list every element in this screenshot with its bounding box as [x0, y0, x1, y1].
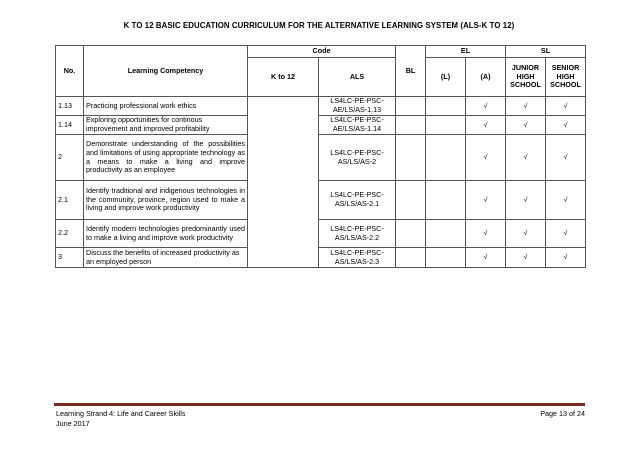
row-als-code: LS4LC-PE-PSC-AS/LS/AS-2 [319, 135, 396, 181]
k12-code-cell [248, 97, 319, 268]
curriculum-table [55, 45, 586, 268]
row-senior-check [546, 97, 586, 116]
row-el-a-check [466, 220, 506, 248]
footer-page-number: Page 13 of 24 [540, 409, 585, 418]
footer-date: June 2017 [56, 418, 90, 428]
table-row [56, 181, 586, 220]
check-icon: √ [523, 119, 528, 129]
check-icon: √ [523, 228, 528, 238]
check-icon: √ [483, 119, 488, 129]
header-code: Code [248, 46, 396, 58]
table-row [56, 220, 586, 248]
row-als-code: LS4LC-PE-PSC-AE/LS/AS-1.13 [319, 97, 396, 116]
row-el-l-cell [426, 181, 466, 220]
row-junior-check [506, 220, 546, 248]
table-row [56, 97, 586, 116]
row-junior-check [506, 181, 546, 220]
header-als: ALS [319, 58, 396, 97]
header-senior-high: SENIOR HIGH SCHOOL [546, 58, 586, 97]
header-bl: BL [396, 46, 426, 97]
row-senior-check [546, 248, 586, 268]
check-icon: √ [563, 152, 568, 162]
table-row [56, 135, 586, 181]
header-sl: SL [506, 46, 586, 58]
row-number: 1.13 [56, 97, 84, 116]
row-el-a-check [466, 135, 506, 181]
row-competency: Exploring opportunities for continous improvement and improved profitability [84, 116, 248, 135]
row-number: 2 [56, 135, 84, 181]
row-junior-check [506, 116, 546, 135]
check-icon: √ [563, 194, 568, 204]
table-row [56, 248, 586, 268]
row-bl-cell [396, 248, 426, 268]
row-senior-check [546, 220, 586, 248]
check-icon: √ [563, 100, 568, 110]
row-junior-check [506, 248, 546, 268]
row-competency: Identify modern technologies predominantly used to make a living and improve work productivity [84, 220, 248, 248]
check-icon: √ [523, 252, 528, 262]
row-el-a-check [466, 181, 506, 220]
header-k12: K to 12 [248, 58, 319, 97]
header-junior-high: JUNIOR HIGH SCHOOL [506, 58, 546, 97]
row-number: 2.2 [56, 220, 84, 248]
footer-learning-strand: Learning Strand 4: Life and Career Skills [56, 409, 186, 418]
row-number: 2.1 [56, 181, 84, 220]
row-el-l-cell [426, 97, 466, 116]
row-competency: Discuss the benefits of increased productivity as an employed person [84, 248, 248, 268]
header-el-a: (A) [466, 58, 506, 97]
row-als-code: LS4LC-PE-PSC-AS/LS/AS-2.1 [319, 181, 396, 220]
check-icon: √ [563, 119, 568, 129]
check-icon: √ [483, 228, 488, 238]
row-competency: Demonstrate understanding of the possibilities and limitations of using appropriate technology as a means to make a living and improve productivity as an employee [84, 135, 248, 181]
row-competency: Identify traditional and indigenous technologies in the community, province, region used to make a living and improve work productivity [84, 181, 248, 220]
page-title: K TO 12 BASIC EDUCATION CURRICULUM FOR THE ALTERNATIVE LEARNING SYSTEM (ALS-K TO 12) [123, 21, 515, 30]
header-el: EL [426, 46, 506, 58]
row-senior-check [546, 116, 586, 135]
check-icon: √ [483, 152, 488, 162]
row-el-l-cell [426, 116, 466, 135]
check-icon: √ [523, 100, 528, 110]
header-el-l: (L) [426, 58, 466, 97]
row-competency: Practicing professional work ethics [84, 97, 248, 116]
row-bl-cell [396, 116, 426, 135]
row-senior-check [546, 135, 586, 181]
row-el-a-check [466, 116, 506, 135]
row-el-a-check [466, 97, 506, 116]
footer-divider [54, 403, 585, 406]
row-senior-check [546, 181, 586, 220]
row-als-code: LS4LC-PE-PSC-AE/LS/AS-1.14 [319, 116, 396, 135]
row-el-l-cell [426, 248, 466, 268]
row-junior-check [506, 135, 546, 181]
row-bl-cell [396, 181, 426, 220]
check-icon: √ [523, 152, 528, 162]
header-learning-competency: Learning Competency [84, 46, 248, 97]
footer-left [56, 409, 185, 428]
row-als-code: LS4LC-PE-PSC-AS/LS/AS-2.3 [319, 248, 396, 268]
row-als-code: LS4LC-PE-PSC-AS/LS/AS-2.2 [319, 220, 396, 248]
row-bl-cell [396, 97, 426, 116]
row-junior-check [506, 97, 546, 116]
check-icon: √ [483, 252, 488, 262]
row-number: 3 [56, 248, 84, 268]
check-icon: √ [563, 228, 568, 238]
row-el-l-cell [426, 220, 466, 248]
row-el-a-check [466, 248, 506, 268]
row-bl-cell [396, 220, 426, 248]
table-row [56, 116, 586, 135]
header-no: No. [56, 46, 84, 97]
row-el-l-cell [426, 135, 466, 181]
check-icon: √ [563, 252, 568, 262]
row-number: 1.14 [56, 116, 84, 135]
check-icon: √ [523, 194, 528, 204]
check-icon: √ [483, 194, 488, 204]
row-bl-cell [396, 135, 426, 181]
check-icon: √ [483, 100, 488, 110]
